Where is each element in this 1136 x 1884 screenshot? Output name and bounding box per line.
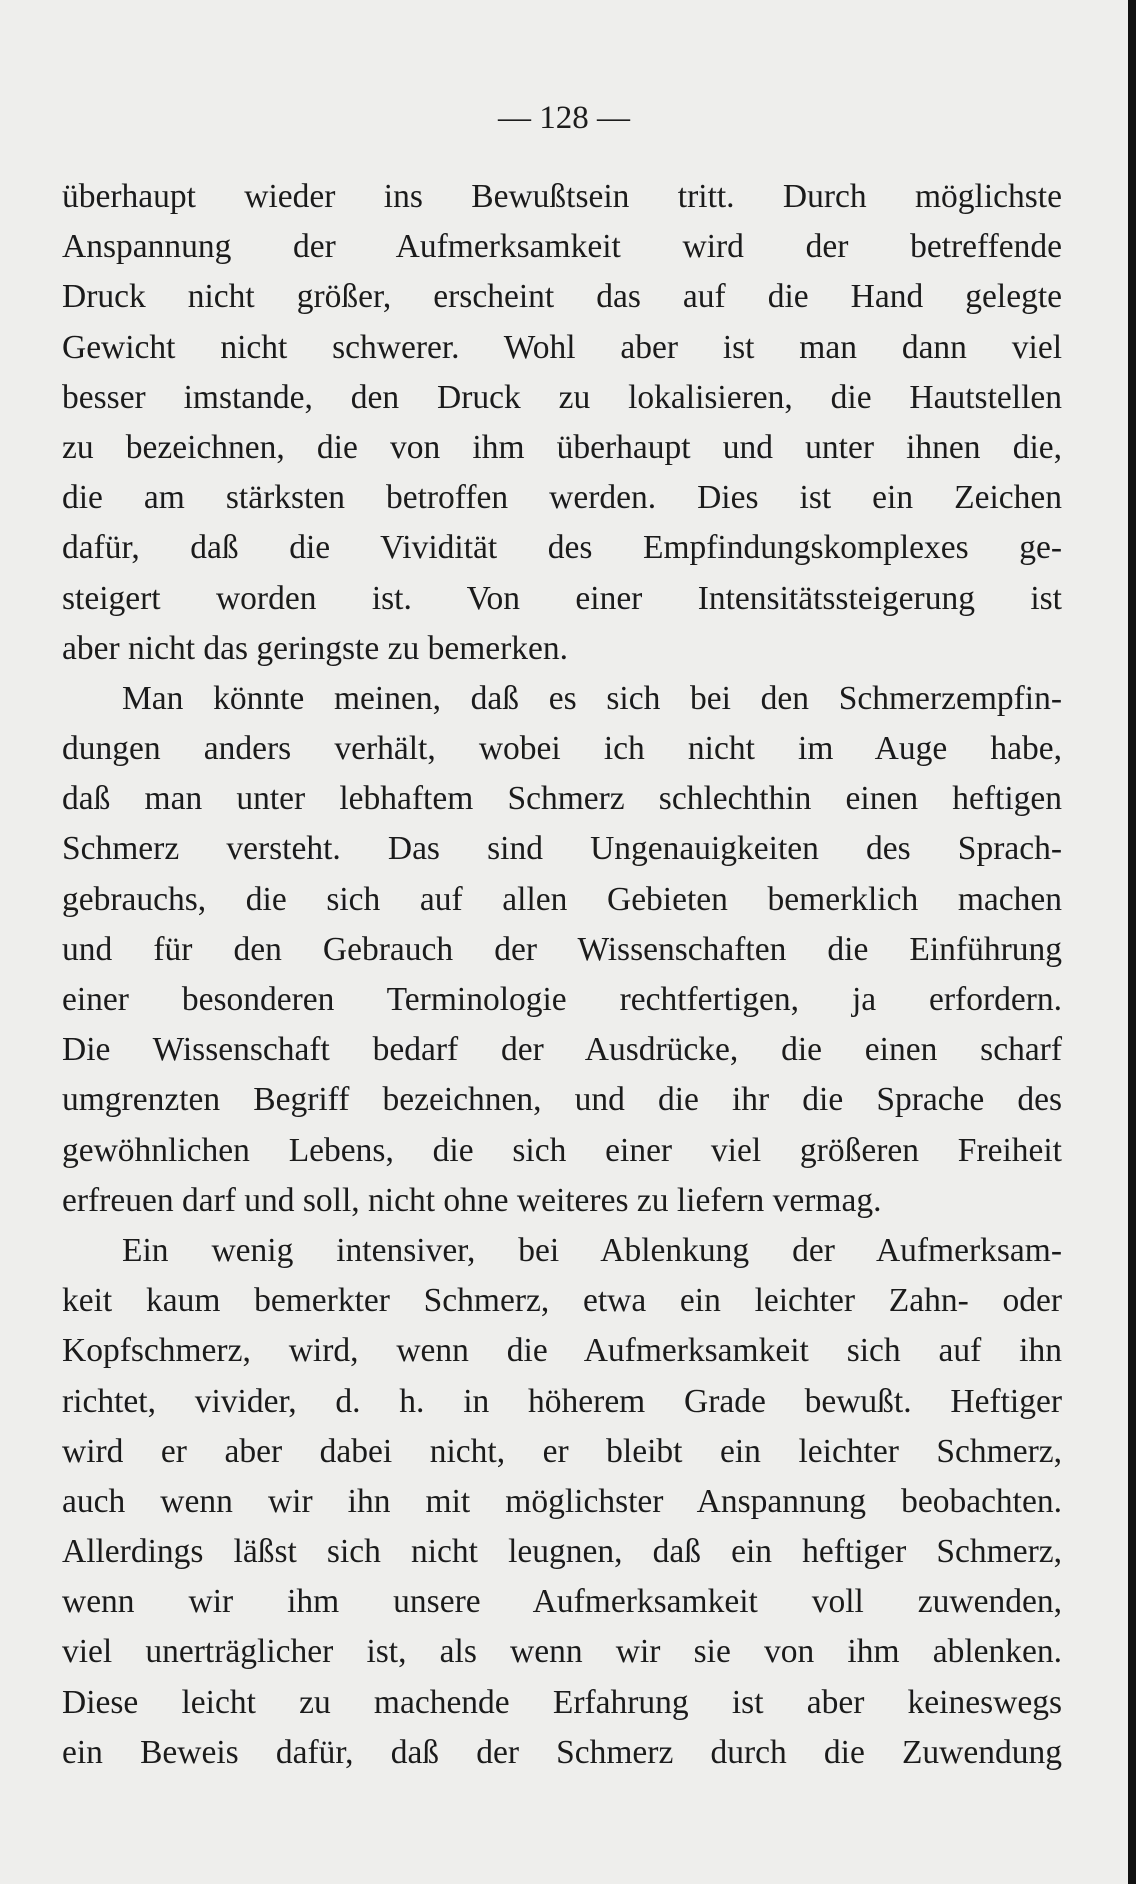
text-line: einer besonderen Terminologie rechtfertigen, ja erfordern. [62, 981, 1062, 1018]
text-line: gebrauchs, die sich auf allen Gebieten bemerklich machen [62, 880, 1062, 918]
text-line: wenn wir ihm unsere Aufmerksamkeit voll zuwenden, [62, 1583, 1062, 1621]
text-line: Die Wissenschaft bedarf der Ausdrücke, die einen scharf [62, 1031, 1062, 1069]
text-line: daß man unter lebhaftem Schmerz schlechthin einen heftigen [62, 780, 1062, 818]
paragraph [62, 674, 1062, 1226]
text-line: ein Beweis dafür, daß der Schmerz durch die Zuwendung [62, 1733, 1062, 1771]
text-line: Kopfschmerz, wird, wenn die Aufmerksamkeit sich auf ihn [62, 1332, 1062, 1370]
text-line: steigert worden ist. Von einer Intensitätssteigerung ist [62, 579, 1062, 617]
text-line: dafür, daß die Vividität des Empfindungskomplexes ge- [62, 529, 1062, 567]
text-line: besser imstande, den Druck zu lokalisieren, die Hautstellen [62, 378, 1062, 416]
body-text [62, 172, 1062, 1778]
text-line: keit kaum bemerkter Schmerz, etwa ein leichter Zahn- oder [62, 1282, 1062, 1320]
text-line: erfreuen darf und soll, nicht ohne weiteres zu liefern vermag. [62, 1181, 882, 1219]
text-line: zu bezeichnen, die von ihm überhaupt und unter ihnen die, [62, 428, 1062, 466]
text-line: aber nicht das geringste zu bemerken. [62, 629, 569, 667]
text-line: und für den Gebrauch der Wissenschaften die Einführung [62, 930, 1062, 968]
page-number-header: — 128 — [498, 100, 630, 136]
text-line: viel unerträglicher ist, als wenn wir sie von ihm ablenken. [62, 1633, 1062, 1671]
text-line: Schmerz versteht. Das sind Ungenauigkeiten des Sprach- [62, 830, 1062, 868]
text-line: Allerdings läßst sich nicht leugnen, daß ein heftiger Schmerz, [62, 1533, 1062, 1571]
text-line: überhaupt wieder ins Bewußtsein tritt. Durch möglichste [62, 178, 1062, 215]
text-line: Man könnte meinen, daß es sich bei den Schmerzempfin- [122, 679, 1062, 717]
text-line: wird er aber dabei nicht, er bleibt ein leichter Schmerz, [62, 1432, 1062, 1470]
text-line: Gewicht nicht schwerer. Wohl aber ist man dann viel [62, 328, 1062, 366]
paragraph [62, 172, 1062, 674]
text-line: Druck nicht größer, erscheint das auf die Hand gelegte [62, 278, 1062, 316]
text-line: gewöhnlichen Lebens, die sich einer viel größeren Freiheit [62, 1131, 1062, 1169]
text-line: dungen anders verhält, wobei ich nicht im Auge habe, [62, 730, 1062, 768]
text-line: Ein wenig intensiver, bei Ablenkung der Aufmerksam- [122, 1231, 1062, 1269]
text-line: Diese leicht zu machende Erfahrung ist aber keineswegs [62, 1683, 1062, 1721]
text-line: die am stärksten betroffen werden. Dies ist ein Zeichen [62, 479, 1062, 517]
paragraph [62, 1226, 1062, 1778]
text-line: umgrenzten Begriff bezeichnen, und die ihr die Sprache des [62, 1081, 1062, 1119]
text-line: richtet, vivider, d. h. in höherem Grade bewußt. Heftiger [62, 1382, 1062, 1420]
text-line: auch wenn wir ihn mit möglichster Anspannung beobachten. [62, 1482, 1062, 1520]
text-line: Anspannung der Aufmerksamkeit wird der betreffende [62, 228, 1062, 266]
